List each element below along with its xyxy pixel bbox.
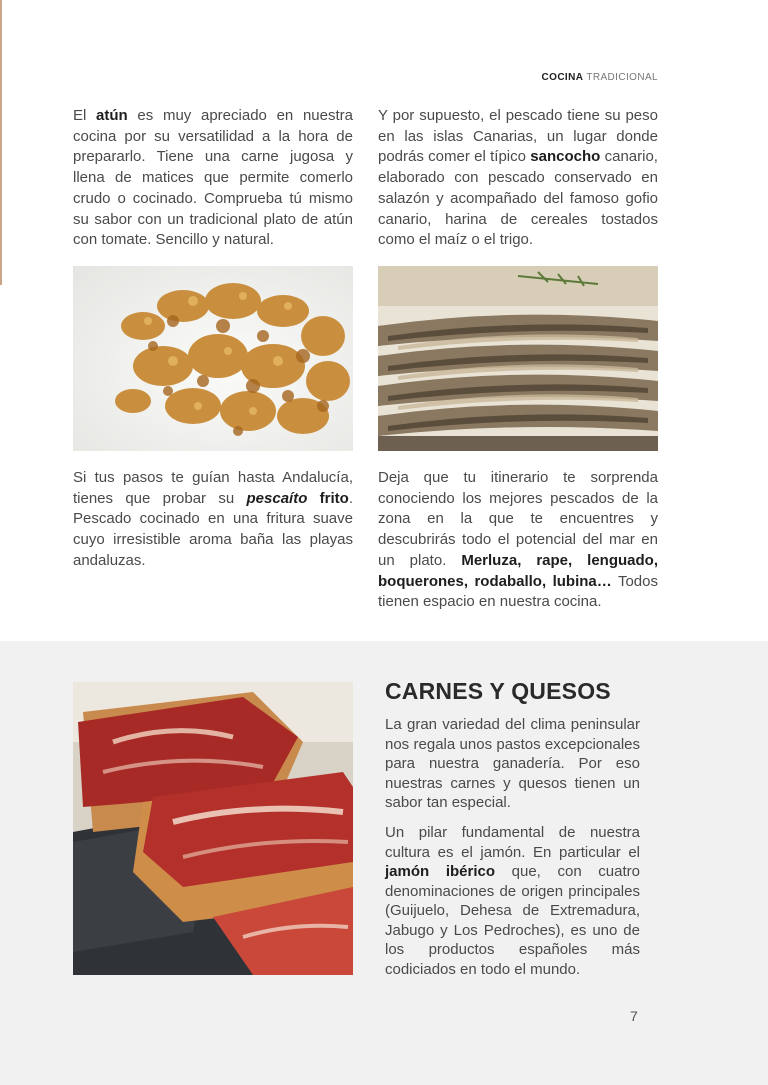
highlight-pescaito: pescaíto xyxy=(246,489,308,507)
carnes-intro-paragraph: La gran variedad del clima peninsular nos regala unos pastos excepcionales para nuestra ganadería. Por eso nuestras carnes y quesos tienen un sabor tan especial. xyxy=(385,716,640,811)
highlight-sancocho: sancocho xyxy=(530,148,601,166)
itinerary-paragraph xyxy=(378,468,658,613)
highlight-atun: atún xyxy=(96,107,128,124)
tuna-paragraph xyxy=(73,106,353,251)
page-edge-stripe xyxy=(0,0,2,285)
text-run: Deja que tu itinerario te sorprenda conociendo los mejores pescados de la zona en la que te encuentres y descubrirás todo el potencial del mar en un plato. xyxy=(378,469,658,569)
highlight-frito: frito xyxy=(307,489,349,507)
jamon-photo xyxy=(73,682,353,975)
andalucia-paragraph xyxy=(73,468,353,572)
text-run: canario, elaborado con pescado conservado en salazón y acompañado del famoso gofio canario, harina de cereales tostados como el maíz o el trigo. xyxy=(378,148,658,249)
section-title: CARNES Y QUESOS xyxy=(385,678,611,704)
text-run: . Pescado cocinado en una fritura suave cuyo irresistible aroma baña las playas andaluzas. xyxy=(73,489,353,569)
header-light: TRADICIONAL xyxy=(586,72,658,83)
fried-anchovies-photo xyxy=(378,266,658,451)
canarias-paragraph xyxy=(378,106,658,251)
page-number: 7 xyxy=(630,1008,638,1024)
header-strong: COCINA xyxy=(541,72,584,83)
text-run: El xyxy=(73,107,97,124)
running-header xyxy=(542,72,658,83)
text-run: Todos tienen espacio en nuestra cocina. xyxy=(378,572,658,611)
text-run: que, con cuatro denominaciones de origen principales (Guijuelo, Dehesa de Extremadura, Jabugo y Los Pedroches), es uno de los productos españoles más codiciados en todo el mundo. xyxy=(385,863,640,978)
text-run: es muy apreciado en nuestra cocina por su versatilidad a la hora de prepararlo. Tiene una carne jugosa y llena de matices que permite comerlo crudo o cocinado. Comprueba tú mismo su sabor con un tradicional plato de atún con tomate. Sencillo y natural. xyxy=(73,107,353,249)
highlight-fish-list: Merluza, rape, lenguado, boquerones, rodaballo, lubina… xyxy=(378,551,658,590)
jamon-paragraph xyxy=(385,823,640,979)
highlight-jamon-iberico: jamón ibérico xyxy=(385,863,495,880)
text-run: Y por supuesto, el pescado tiene su peso en las islas Canarias, un lugar donde podrás comer el típico xyxy=(378,107,658,166)
text-run: Si tus pasos te guían hasta Andalucía, tienes que probar su xyxy=(73,469,353,507)
fried-squid-photo xyxy=(73,266,353,451)
text-run: Un pilar fundamental de nuestra cultura es el jamón. En particular el xyxy=(385,824,640,861)
